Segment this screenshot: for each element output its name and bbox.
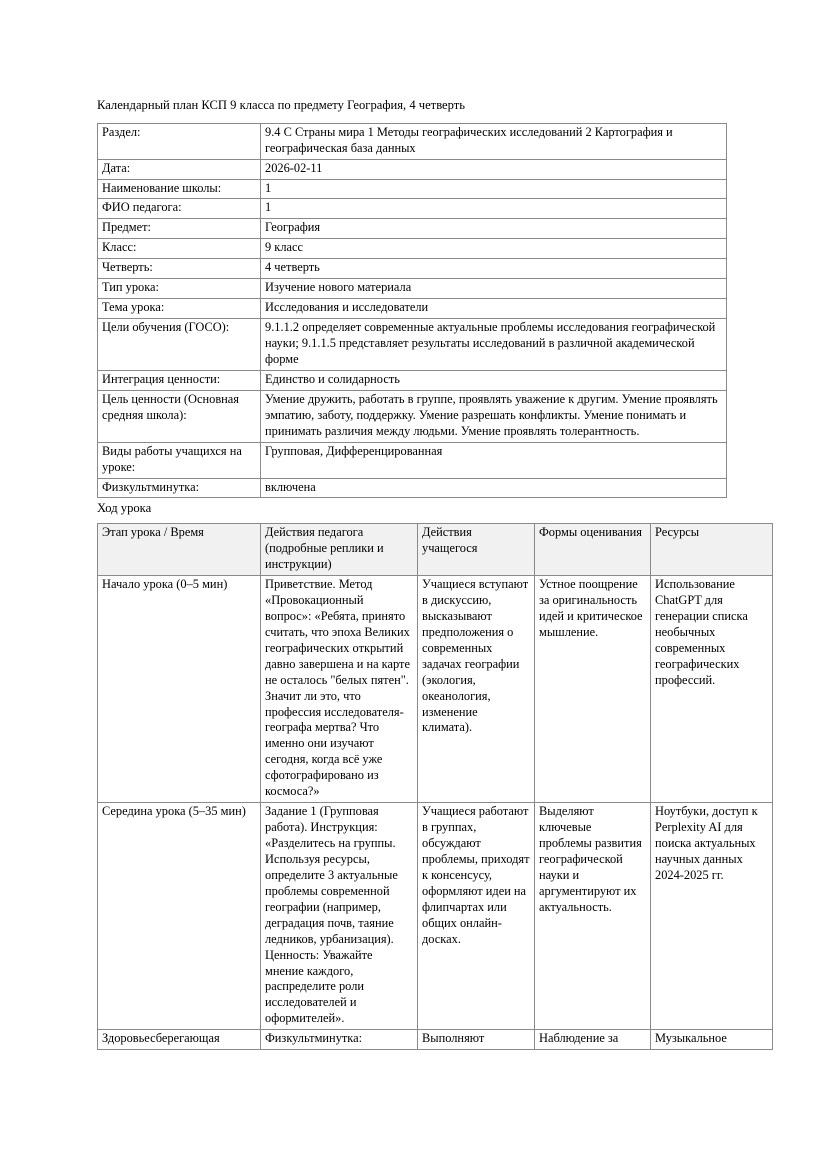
- cell-stage: Здоровьесберегающая: [98, 1030, 261, 1050]
- info-value: 1: [261, 179, 727, 199]
- table-row: [98, 123, 727, 159]
- cell-stage: Начало урока (0–5 мин): [98, 576, 261, 803]
- info-label: Интеграция ценности:: [98, 370, 261, 390]
- info-label: Класс:: [98, 239, 261, 259]
- table-row: [98, 478, 727, 498]
- cell-teacher-actions: Приветствие. Метод «Провокационный вопрос»: «Ребята, принято считать, что эпоха Великих географических открытий давно завершена и на карте не осталось "белых пятен". Значит ли это, что профессия исследователя-географа мертва? Что именно они изучают сегодня, когда всё уже сфотографировано из космоса?»: [261, 576, 418, 803]
- table-row: [98, 803, 773, 1030]
- flow-table-head: [98, 524, 773, 576]
- info-value: Групповая, Дифференцированная: [261, 442, 727, 478]
- table-row: [98, 442, 727, 478]
- info-value: Исследования и исследователи: [261, 299, 727, 319]
- column-header-stage: Этап урока / Время: [98, 524, 261, 576]
- cell-teacher-actions: Физкультминутка:: [261, 1030, 418, 1050]
- table-row: [98, 199, 727, 219]
- info-label: Цели обучения (ГОСО):: [98, 319, 261, 371]
- info-value: 2026-02-11: [261, 159, 727, 179]
- cell-student-actions: Учащиеся вступают в дискуссию, высказывают предположения о современных задачах географии (экология, океанология, изменение климата).: [418, 576, 535, 803]
- info-value: География: [261, 219, 727, 239]
- info-value: 9.1.1.2 определяет современные актуальные проблемы исследования географической науки; 9.1.1.5 представляет результаты исследований в различной академической форме: [261, 319, 727, 371]
- table-row: [98, 370, 727, 390]
- cell-resources: Музыкальное: [651, 1030, 773, 1050]
- column-header-resources: Ресурсы: [651, 524, 773, 576]
- cell-student-actions: Учащиеся работают в группах, обсуждают проблемы, приходят к консенсусу, оформляют идеи на флипчартах или общих онлайн-досках.: [418, 803, 535, 1030]
- lesson-info-table: [97, 123, 727, 499]
- info-label: Раздел:: [98, 123, 261, 159]
- info-label: Цель ценности (Основная средняя школа):: [98, 390, 261, 442]
- table-row: [98, 1030, 773, 1050]
- table-row: [98, 576, 773, 803]
- table-row: [98, 390, 727, 442]
- info-label: Виды работы учащихся на уроке:: [98, 442, 261, 478]
- info-value: 9.4 С Страны мира 1 Методы географических исследований 2 Картография и географическая база данных: [261, 123, 727, 159]
- table-row: [98, 299, 727, 319]
- cell-teacher-actions: Задание 1 (Групповая работа). Инструкция: «Разделитесь на группы. Используя ресурсы, определите 3 актуальные проблемы современной географии (например, деградация почв, таяние ледников, урбанизация). Ценность: Уважайте мнение каждого, распределите роли исследователей и оформителей».: [261, 803, 418, 1030]
- table-row: [98, 219, 727, 239]
- cell-assessment: Выделяют ключевые проблемы развития географической науки и аргументируют их актуальность.: [535, 803, 651, 1030]
- info-value: Изучение нового материала: [261, 279, 727, 299]
- flow-table-body: [98, 576, 773, 1050]
- info-value: 1: [261, 199, 727, 219]
- info-table-body: [98, 123, 727, 498]
- table-header-row: [98, 524, 773, 576]
- table-row: [98, 179, 727, 199]
- info-label: Наименование школы:: [98, 179, 261, 199]
- column-header-teacher-actions: Действия педагога (подробные реплики и инструкции): [261, 524, 418, 576]
- column-header-assessment: Формы оценивания: [535, 524, 651, 576]
- cell-resources: Использование ChatGPT для генерации списка необычных современных географических профессий.: [651, 576, 773, 803]
- cell-assessment: Наблюдение за: [535, 1030, 651, 1050]
- info-label: Тип урока:: [98, 279, 261, 299]
- table-row: [98, 259, 727, 279]
- table-row: [98, 239, 727, 259]
- info-label: Тема урока:: [98, 299, 261, 319]
- column-header-student-actions: Действия учащегося: [418, 524, 535, 576]
- table-row: [98, 279, 727, 299]
- info-label: Предмет:: [98, 219, 261, 239]
- info-value: 4 четверть: [261, 259, 727, 279]
- section-heading: Ход урока: [97, 501, 152, 516]
- info-value: Умение дружить, работать в группе, проявлять уважение к другим. Умение проявлять эмпатию, заботу, поддержку. Умение разрешать конфликты. Умение понимать и принимать различия между людьми. Умение проявлять толерантность.: [261, 390, 727, 442]
- cell-stage: Середина урока (5–35 мин): [98, 803, 261, 1030]
- info-label: ФИО педагога:: [98, 199, 261, 219]
- info-value: 9 класс: [261, 239, 727, 259]
- lesson-flow-table: [97, 523, 773, 1050]
- info-label: Дата:: [98, 159, 261, 179]
- info-value: Единство и солидарность: [261, 370, 727, 390]
- table-row: [98, 159, 727, 179]
- info-label: Физкультминутка:: [98, 478, 261, 498]
- cell-assessment: Устное поощрение за оригинальность идей и критическое мышление.: [535, 576, 651, 803]
- info-value: включена: [261, 478, 727, 498]
- table-row: [98, 319, 727, 371]
- cell-student-actions: Выполняют: [418, 1030, 535, 1050]
- cell-resources: Ноутбуки, доступ к Perplexity AI для поиска актуальных научных данных 2024-2025 гг.: [651, 803, 773, 1030]
- page-title: Календарный план КСП 9 класса по предмету География, 4 четверть: [97, 98, 466, 112]
- info-label: Четверть:: [98, 259, 261, 279]
